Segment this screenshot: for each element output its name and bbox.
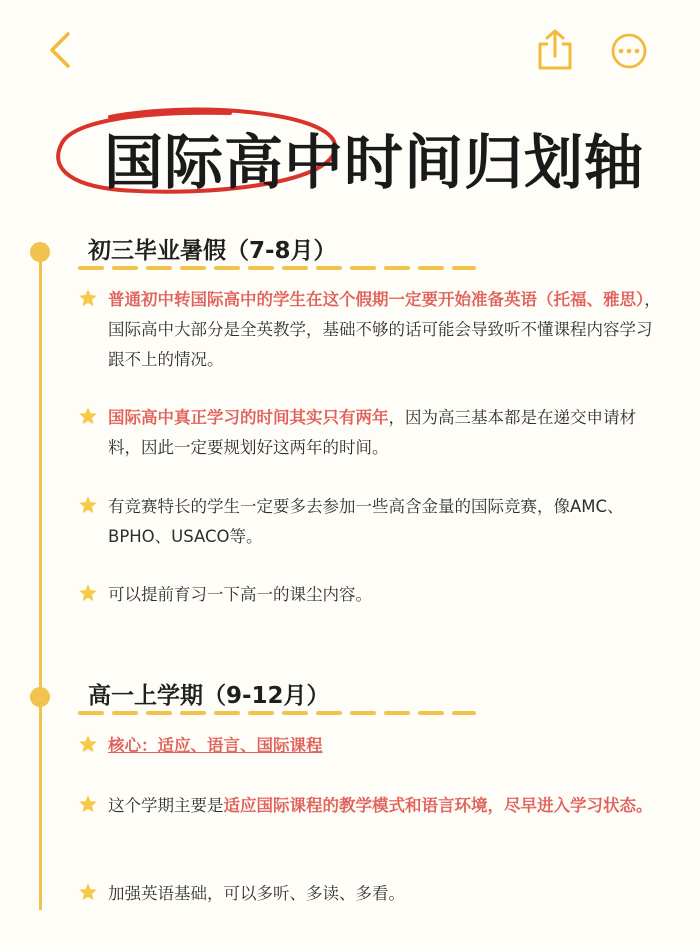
section-heading: 初三毕业暑假（7-8月） [88,238,337,264]
core-summary: 核心：适应、语言、国际课程 [108,736,323,755]
highlight-text: 国际高中真正学习的时间其实只有两年 [108,408,389,427]
timeline-line [39,250,42,910]
highlight-text: 普通初中转国际高中的学生在这个假期一定要开始准备英语（托福、雅思） [108,290,645,309]
star-icon [78,495,98,515]
body-text: ，因为高三基本都是在递交申请材料，因此一定要规划好这两年的时间。 [108,408,636,457]
list-item [78,492,668,552]
body-text: 这个学期主要是 [108,796,224,815]
dashed-underline [78,263,478,273]
page-title: 国际高中时间归划轴 [104,128,645,197]
list-item [78,791,668,821]
title-area [0,105,700,200]
body-text: ，国际高中大部分是全英教学，基础不够的话可能会导致听不懂课程内容学习跟不上的情况。 [108,290,661,369]
highlight-text: 适应国际课程的教学模式和语言环境，尽早进入学习状态。 [223,796,653,815]
list-item [78,403,668,463]
list-item [78,879,668,909]
dashed-underline [78,708,478,718]
top-bar [0,0,700,100]
star-icon [78,288,98,308]
star-icon [78,583,98,603]
body-text: 可以提前育习一下高一的课尘内容。 [108,585,372,604]
star-icon [78,406,98,426]
body-text: 有竞赛特长的学生一定要多去参加一些高含金量的国际竞赛，像AMC、BPHO、USACO等。 [108,497,624,546]
more-options-icon[interactable] [610,32,648,70]
section-heading: 高一上学期（9-12月） [88,683,330,709]
list-item [78,580,668,610]
timeline-dot [30,687,50,707]
list-item [78,731,668,761]
back-chevron-icon[interactable] [44,30,78,70]
timeline-dot [30,242,50,262]
share-icon[interactable] [536,28,574,72]
star-icon [78,734,98,754]
star-icon [78,882,98,902]
body-text: 加强英语基础，可以多听、多读、多看。 [108,884,405,903]
star-icon [78,794,98,814]
list-item [78,285,668,375]
